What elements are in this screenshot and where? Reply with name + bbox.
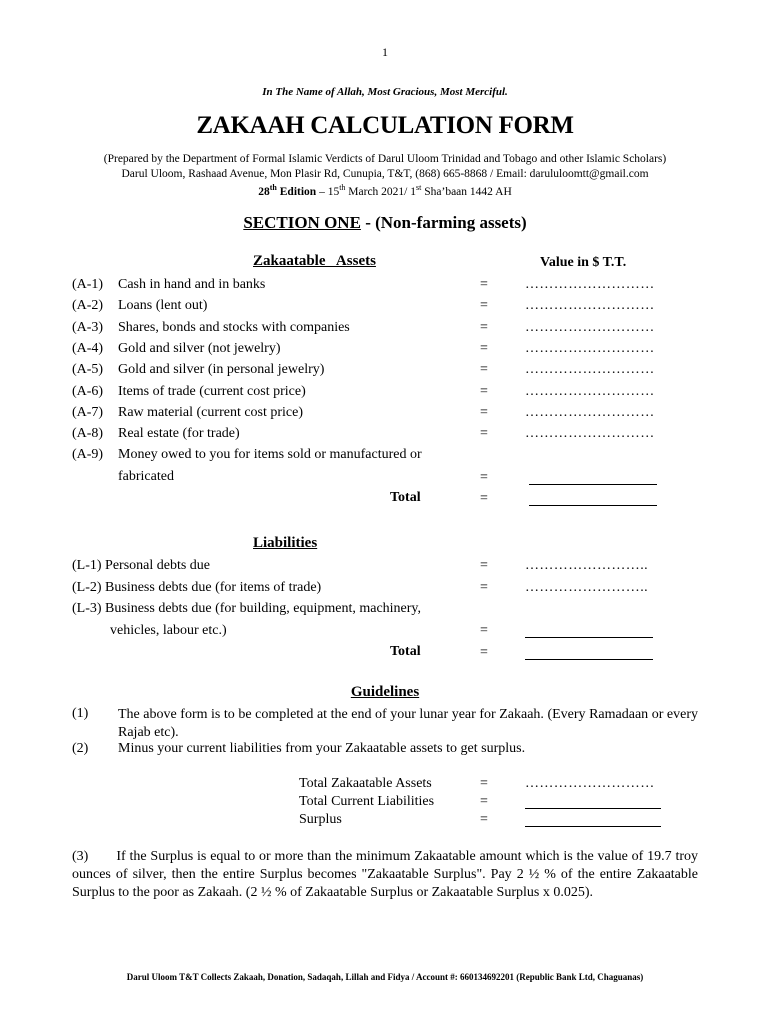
edition-line: 28th Edition – 15th March 2021/ 1st Sha’baan 1442 AH: [258, 183, 512, 198]
value-column-heading: Value in $ T.T.: [540, 255, 627, 270]
value-field[interactable]: ………………………: [525, 320, 655, 335]
guideline-1-number: (1): [72, 706, 89, 721]
asset-label-a9-cont: fabricated: [118, 469, 174, 484]
page-title: ZAKAAH CALCULATION FORM: [196, 112, 574, 139]
guideline-2-number: (2): [72, 741, 89, 756]
equals-sign: =: [480, 645, 488, 660]
asset-label: Items of trade (current cost price): [118, 384, 306, 399]
equals-sign: =: [480, 298, 488, 313]
equals-sign: =: [480, 776, 488, 791]
assets-total-label: Total: [390, 490, 421, 505]
asset-label: Gold and silver (in personal jewelry): [118, 362, 325, 377]
asset-code: (A-9): [72, 447, 104, 462]
asset-row: [72, 341, 281, 362]
zakaatable-assets-heading: Zakaatable Assets: [253, 253, 376, 269]
value-field[interactable]: ………………………: [525, 384, 655, 399]
value-field[interactable]: ………………………: [525, 298, 655, 313]
liabilities-heading: Liabilities: [253, 535, 318, 551]
asset-label: Raw material (current cost price): [118, 405, 304, 420]
asset-label: Money owed to you for items sold or manufactured or: [118, 447, 422, 462]
liability-row-l2: (L-2) Business debts due (for items of trade): [72, 580, 322, 595]
asset-label: Loans (lent out): [118, 298, 208, 313]
asset-label: Gold and silver (not jewelry): [118, 341, 281, 356]
equals-sign: =: [480, 362, 488, 377]
asset-label: Real estate (for trade): [118, 426, 240, 441]
equals-sign: =: [480, 623, 488, 638]
guideline-3-number: (3): [72, 849, 89, 864]
asset-code: (A-5): [72, 362, 104, 377]
value-field-l1[interactable]: ……………………..: [525, 558, 648, 573]
asset-code: (A-2): [72, 298, 104, 313]
asset-row: [72, 384, 306, 405]
equals-sign: =: [480, 812, 488, 827]
asset-label: Cash in hand and in banks: [118, 277, 266, 292]
asset-row: [72, 277, 266, 298]
bismillah-line: In The Name of Allah, Most Gracious, Most Merciful.: [262, 86, 508, 98]
equals-sign: =: [480, 320, 488, 335]
liability-row-l1: (L-1) Personal debts due: [72, 558, 211, 573]
asset-row: [72, 362, 325, 383]
equals-sign: =: [480, 341, 488, 356]
equals-sign: =: [480, 405, 488, 420]
value-field-l2[interactable]: ……………………..: [525, 580, 648, 595]
footer-account-note: Darul Uloom T&T Collects Zakaah, Donation, Sadaqah, Lillah and Fidya / Account #: 660134692201 (Republic Bank Ltd, Chaguanas): [126, 972, 644, 982]
equals-sign: =: [480, 491, 488, 506]
asset-row: [72, 405, 304, 426]
asset-code: (A-1): [72, 277, 104, 292]
liabilities-total-field[interactable]: [525, 659, 653, 660]
value-field-l3[interactable]: [525, 637, 653, 638]
value-field[interactable]: ………………………: [525, 405, 655, 420]
asset-code: (A-3): [72, 320, 104, 335]
equals-sign: =: [480, 384, 488, 399]
summary-assets-field[interactable]: ………………………: [525, 776, 655, 791]
equals-sign: =: [480, 426, 488, 441]
value-field[interactable]: ………………………: [525, 341, 655, 356]
value-field[interactable]: ………………………: [525, 426, 655, 441]
value-field[interactable]: ………………………: [525, 362, 655, 377]
value-field-a9[interactable]: [529, 484, 657, 485]
equals-sign: =: [480, 470, 488, 485]
summary-liabilities-label: Total Current Liabilities: [299, 794, 435, 809]
value-field[interactable]: ………………………: [525, 277, 655, 292]
summary-surplus-field[interactable]: [525, 826, 661, 827]
equals-sign: =: [480, 794, 488, 809]
summary-assets-label: Total Zakaatable Assets: [299, 776, 432, 791]
equals-sign: =: [480, 277, 488, 292]
asset-label: Shares, bonds and stocks with companies: [118, 320, 350, 335]
section-one-heading: SECTION ONE - (Non-farming assets): [243, 213, 527, 232]
liability-row-l3-cont: vehicles, labour etc.): [110, 623, 227, 638]
asset-row-a9: [72, 447, 422, 468]
assets-total-field[interactable]: [529, 505, 657, 506]
asset-row: [72, 320, 350, 341]
subtitle-preparer: (Prepared by the Department of Formal Islamic Verdicts of Darul Uloom Trinidad and Tobago and other Islamic Scholars): [103, 153, 667, 165]
guideline-3-text: If the Surplus is equal to or more than the minimum Zakaatable amount which is the value of 19.7 troy ounces of silver, then the entire Surplus becomes "Zakaatable Surplus". Pay 2 ½ % of the entire Zakaatable Surplus to the poor as Zakaah. (2 ½ % of Zakaatable Surplus or Zakaatable Surplus x 0.025).: [72, 849, 698, 900]
equals-sign: =: [480, 558, 488, 573]
guideline-2-text: Minus your current liabilities from your Zakaatable assets to get surplus.: [118, 741, 526, 756]
asset-row: [72, 426, 240, 447]
page-number: 1: [382, 45, 388, 59]
asset-code: (A-4): [72, 341, 104, 356]
guideline-3: [72, 848, 698, 902]
summary-surplus-label: Surplus: [299, 812, 342, 827]
summary-liabilities-field[interactable]: [525, 808, 661, 809]
asset-code: (A-6): [72, 384, 104, 399]
asset-code: (A-7): [72, 405, 104, 420]
guideline-1-text: The above form is to be completed at the end of your lunar year for Zakaah. (Every Ramadaan or every Rajab etc).: [118, 707, 698, 740]
subtitle-address: Darul Uloom, Rashaad Avenue, Mon Plasir Rd, Cunupia, T&T, (868) 665-8868 / Email: darululoomtt@gmail.com: [121, 168, 649, 180]
asset-row: [72, 298, 208, 319]
guidelines-heading: Guidelines: [350, 684, 420, 700]
liability-row-l3: (L-3) Business debts due (for building, equipment, machinery,: [72, 601, 422, 616]
asset-code: (A-8): [72, 426, 104, 441]
equals-sign: =: [480, 580, 488, 595]
liabilities-total-label: Total: [390, 644, 421, 659]
